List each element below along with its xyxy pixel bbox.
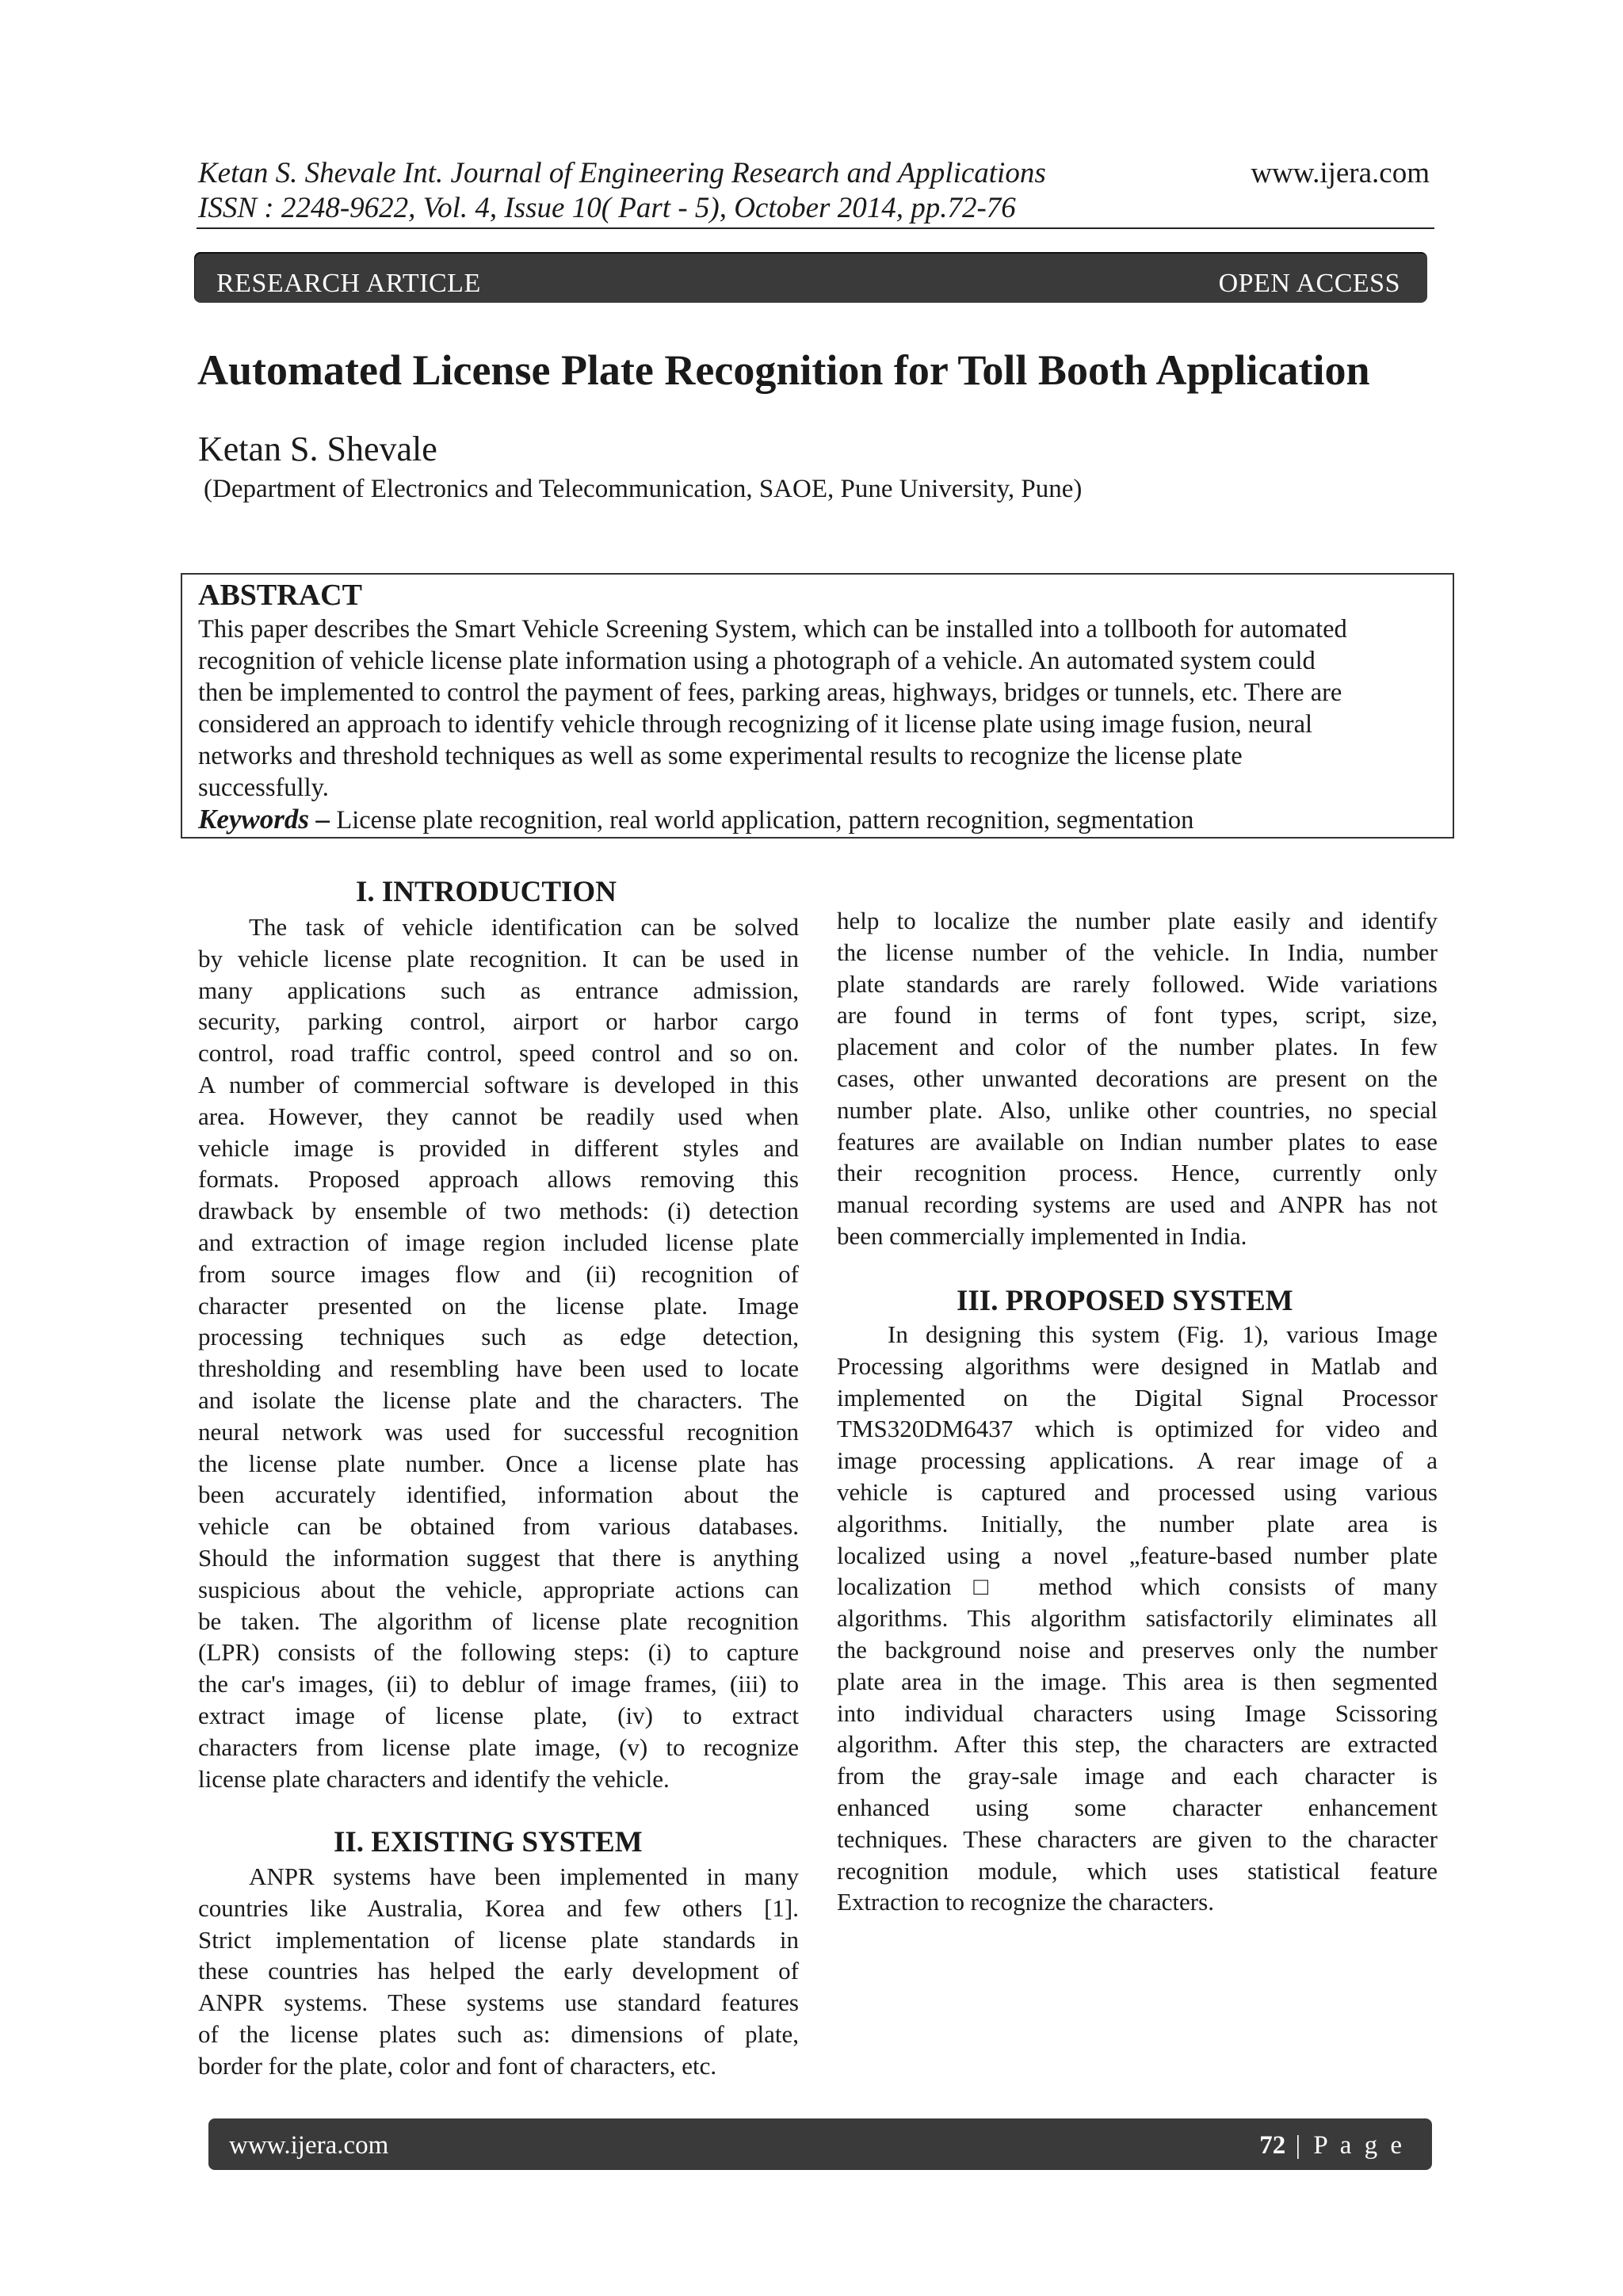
text-line: be taken. The algorithm of license plate recognition — [198, 1606, 799, 1635]
text-line: the license number of the vehicle. In India, number — [837, 938, 1438, 966]
text-line: suspicious about the vehicle, appropriate actions can — [198, 1575, 799, 1603]
text-line: been accurately identified, information about the — [198, 1480, 799, 1509]
text-line: area. However, they cannot be readily used when — [198, 1102, 799, 1130]
text-line: (LPR) consists of the following steps: (i) to capture — [198, 1638, 799, 1667]
text-line: their recognition process. Hence, currently only — [837, 1159, 1438, 1187]
page-number: 72 — [1259, 2131, 1286, 2160]
text-line: processing techniques such as edge detection, — [198, 1323, 799, 1351]
text-line: security, parking control, airport or harbor cargo — [198, 1007, 799, 1036]
existing-system-continued — [837, 905, 1438, 1252]
journal-citation: Ketan S. Shevale Int. Journal of Engineering Research and Applications — [198, 157, 1046, 189]
abstract-line: networks and threshold techniques as well as some experimental results to recognize the license plate — [198, 742, 1243, 770]
text-line: features are available on Indian number plates to ease — [837, 1127, 1438, 1156]
text-line: The task of vehicle identification can be solved — [249, 913, 799, 941]
text-line: plate standards are rarely followed. Wide variations — [837, 969, 1438, 998]
text-line: placement and color of the number plates. In few — [837, 1033, 1438, 1061]
text-line: border for the plate, color and font of characters, etc. — [198, 2051, 717, 2080]
text-line: number plate. Also, unlike other countries, no special — [837, 1095, 1438, 1124]
journal-url[interactable]: www.ijera.com — [1251, 157, 1430, 189]
footer-page — [1259, 2130, 1405, 2161]
proposed-system-body — [837, 1319, 1438, 1918]
text-line: many applications such as entrance admission, — [198, 976, 799, 1004]
text-line: Processing algorithms were designed in Matlab and — [837, 1351, 1438, 1380]
text-line: character presented on the license plate. Image — [198, 1291, 799, 1320]
keywords-text: License plate recognition, real world application, pattern recognition, segmentation — [336, 806, 1194, 835]
text-line: control, road traffic control, speed control and so on. — [198, 1039, 799, 1068]
text-line: manual recording systems are used and ANPR has not — [837, 1190, 1438, 1219]
abstract-heading: ABSTRACT — [198, 579, 362, 612]
text-line: recognition module, which uses statistical feature — [837, 1856, 1438, 1885]
text-line: Extraction to recognize the characters. — [837, 1888, 1214, 1916]
text-line: vehicle image is provided in different styles and — [198, 1133, 799, 1162]
page-label: | P a g e — [1285, 2131, 1405, 2160]
text-line: vehicle can be obtained from various databases. — [198, 1512, 799, 1541]
text-line: ANPR systems have been implemented in many — [249, 1862, 799, 1890]
text-line: help to localize the number plate easily and identify — [837, 907, 1438, 934]
proposed-system-heading: III. PROPOSED SYSTEM — [957, 1285, 1293, 1317]
text-line: these countries has helped the early development of — [198, 1957, 799, 1985]
text-line: algorithm. After this step, the characters are extracted — [837, 1730, 1438, 1759]
text-line: the car's images, (ii) to deblur of image frames, (iii) to — [198, 1670, 799, 1698]
header-rule — [197, 227, 1434, 229]
text-line: the background noise and preserves only the number — [837, 1635, 1438, 1664]
author-affiliation: (Department of Electronics and Telecommunication, SAOE, Pune University, Pune) — [204, 475, 1083, 503]
text-line: thresholding and resembling have been used to locate — [198, 1354, 799, 1383]
keywords-label: Keywords – — [198, 804, 330, 835]
text-line: and isolate the license plate and the characters. The — [198, 1385, 799, 1414]
text-line: and extraction of image region included license plate — [198, 1228, 799, 1256]
text-line: techniques. These characters are given to the character — [837, 1824, 1438, 1853]
abstract-line: successfully. — [198, 774, 329, 802]
abstract-line: recognition of vehicle license plate information using a photograph of a vehicle. An automated system could — [198, 647, 1316, 675]
page-footer — [208, 2118, 1432, 2170]
text-line: Should the information suggest that there is anything — [198, 1543, 799, 1572]
abstract-line: then be implemented to control the payment of fees, parking areas, highways, bridges or tunnels, etc. There are — [198, 678, 1342, 707]
text-line: plate area in the image. This area is then segmented — [837, 1667, 1438, 1695]
text-line: ANPR systems. These systems use standard features — [198, 1988, 799, 2017]
text-line: cases, other unwanted decorations are present on the — [837, 1064, 1438, 1092]
research-article-label: RESEARCH ARTICLE — [216, 269, 481, 298]
existing-system-body — [198, 1861, 799, 2082]
text-line: characters from license plate image, (v) to recognize — [198, 1733, 799, 1761]
text-line: from the gray-sale image and each character is — [837, 1762, 1438, 1790]
text-line: algorithms. Initially, the number plate area is — [837, 1509, 1438, 1538]
open-access-label: OPEN ACCESS — [1218, 269, 1400, 298]
text-line: formats. Proposed approach allows removing this — [198, 1165, 799, 1194]
text-line: countries like Australia, Korea and few others [1]. — [198, 1893, 799, 1922]
existing-system-heading: II. EXISTING SYSTEM — [334, 1826, 643, 1859]
article-type-banner — [194, 252, 1427, 303]
text-line: of the license plates such as: dimensions of plate, — [198, 2019, 799, 2048]
text-line: the license plate number. Once a license plate has — [198, 1449, 799, 1477]
text-line: In designing this system (Fig. 1), various Image — [888, 1320, 1438, 1348]
issn-line: ISSN : 2248-9622, Vol. 4, Issue 10( Part - 5), October 2014, pp.72-76 — [198, 192, 1016, 224]
text-line: vehicle is captured and processed using various — [837, 1477, 1438, 1506]
text-line: from source images flow and (ii) recognition of — [198, 1259, 799, 1288]
keywords-line — [198, 804, 1193, 836]
text-line: by vehicle license plate recognition. It can be used in — [198, 944, 799, 972]
text-line: TMS320DM6437 which is optimized for video and — [837, 1415, 1438, 1443]
text-line: image processing applications. A rear image of a — [837, 1446, 1438, 1475]
abstract-line: considered an approach to identify vehicle through recognizing of it license plate using image fusion, neural — [198, 710, 1313, 739]
text-line: localized using a novel „feature-based number plate — [837, 1541, 1438, 1569]
text-line: implemented on the Digital Signal Processor — [837, 1383, 1438, 1412]
text-line: drawback by ensemble of two methods: (i) detection — [198, 1197, 799, 1225]
text-line: license plate characters and identify the vehicle. — [198, 1764, 670, 1793]
introduction-heading: I. INTRODUCTION — [356, 876, 617, 908]
author-name: Ketan S. Shevale — [198, 430, 437, 468]
text-line: Strict implementation of license plate standards in — [198, 1925, 799, 1954]
text-line: into individual characters using Image Scissoring — [837, 1698, 1438, 1727]
abstract-line: This paper describes the Smart Vehicle Screening System, which can be installed into a tollbooth for automated — [198, 615, 1347, 644]
paper-title: Automated License Plate Recognition for Toll Booth Application — [197, 346, 1370, 394]
text-line: algorithms. This algorithm satisfactorily eliminates all — [837, 1604, 1438, 1633]
text-line: been commercially implemented in India. — [837, 1221, 1247, 1250]
text-line: localization□ method which consists of many — [837, 1572, 1438, 1601]
text-line: enhanced using some character enhancement — [837, 1793, 1438, 1821]
text-line: extract image of license plate, (iv) to extract — [198, 1701, 799, 1729]
text-line: neural network was used for successful recognition — [198, 1417, 799, 1446]
text-line: A number of commercial software is developed in this — [198, 1070, 799, 1098]
introduction-body — [198, 911, 799, 1794]
text-line: are found in terms of font types, script, size, — [837, 1001, 1438, 1030]
footer-url[interactable]: www.ijera.com — [229, 2131, 389, 2160]
